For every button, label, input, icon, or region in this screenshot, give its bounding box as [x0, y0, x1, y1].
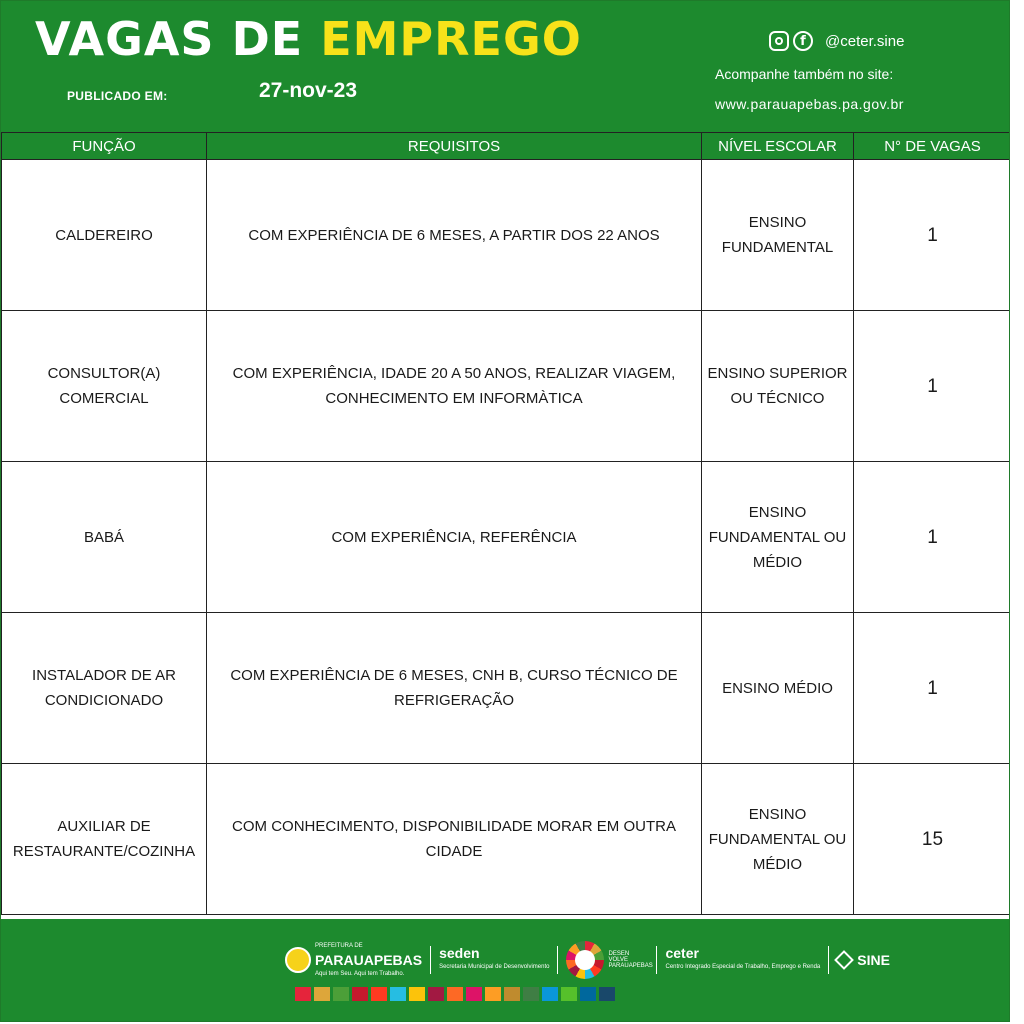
title-yellow-part: EMPREGO: [320, 12, 582, 66]
ods-goal-icon: [371, 987, 387, 1001]
cell-nivel-escolar-line: FUNDAMENTAL OU: [708, 830, 847, 848]
cell-funcao-line: RESTAURANTE/COZINHA: [12, 843, 196, 860]
cell-requisitos: [207, 311, 702, 462]
seden-subtitle: Secretaria Municipal de Desenvolvimento: [439, 964, 550, 970]
cell-requisitos: [207, 764, 702, 915]
cell-requisitos-line: COM EXPERIÊNCIA, REFERÊNCIA: [331, 528, 577, 546]
instagram-icon[interactable]: [769, 31, 789, 51]
cell-funcao: [2, 764, 207, 915]
follow-text: Acompanhe também no site:: [715, 66, 894, 82]
cell-requisitos-line: COM EXPERIÊNCIA DE 6 MESES, CNH B, CURSO TÉCNICO DE: [230, 667, 678, 684]
social-links: [769, 31, 904, 51]
cell-nivel-escolar-line: FUNDAMENTAL OU: [708, 528, 847, 546]
parauapebas-name: PARAUAPEBAS: [315, 952, 423, 968]
facebook-icon[interactable]: f: [793, 31, 813, 51]
title-white-part: VAGAS DE: [35, 12, 321, 66]
cell-funcao: [2, 311, 207, 462]
cell-vagas: 1: [854, 613, 1011, 764]
cell-requisitos-line: CIDADE: [425, 843, 483, 860]
parauapebas-small-text: PREFEITURA DE: [315, 943, 363, 949]
parauapebas-tagline: Aqui tem Seu. Aqui tem Trabalho.: [315, 971, 405, 977]
cell-funcao-line: INSTALADOR DE AR: [32, 667, 176, 684]
partner-logos: [285, 939, 890, 981]
ceter-subtitle: Centro Integrado Especial de Trabalho, Emprego e Renda: [665, 964, 821, 970]
page-title: [35, 9, 582, 69]
social-handle[interactable]: @ceter.sine: [825, 32, 905, 50]
seden-name: seden: [439, 945, 480, 961]
logo-divider: [656, 946, 657, 974]
ods-goal-icon: [523, 987, 539, 1001]
cell-funcao-line: CONSULTOR(A) COMERCIAL: [47, 365, 161, 407]
cell-nivel-escolar: [702, 613, 854, 764]
logo-divider: [430, 946, 431, 974]
cell-requisitos-line: COM EXPERIÊNCIA, IDADE 20 A 50 ANOS, REALIZAR VIAGEM,: [232, 365, 676, 382]
ceter-name: ceter: [665, 945, 699, 961]
table-row: [2, 764, 1011, 915]
cell-funcao: [2, 160, 207, 311]
cell-vagas: 1: [854, 160, 1011, 311]
published-date: 27-nov-23: [259, 79, 358, 102]
sine-logo: [837, 953, 890, 967]
cell-requisitos-line: COM EXPERIÊNCIA DE 6 MESES, A PARTIR DOS 22 ANOS: [248, 226, 660, 244]
cell-nivel-escolar-line: ENSINO MÉDIO: [722, 679, 833, 697]
ods-badge-text: DESEN VOLVE PARAUAPEBAS: [608, 951, 653, 969]
cell-vagas: 15: [854, 764, 1011, 915]
vacancies-table: [1, 132, 1010, 915]
ods-goal-icon: [447, 987, 463, 1001]
table-row: [2, 462, 1011, 613]
column-header-nivel: NÍVEL ESCOLAR: [702, 133, 854, 160]
ods-wheel-icon: [566, 941, 604, 979]
published-label: PUBLICADO EM:: [67, 89, 168, 103]
ods-goals-strip: [295, 987, 615, 1001]
ods-goal-icon: [314, 987, 330, 1001]
cell-nivel-escolar-line: OU TÉCNICO: [730, 390, 825, 407]
cell-requisitos: [207, 160, 702, 311]
cell-requisitos-line: REFRIGERAÇÃO: [393, 692, 514, 709]
cell-requisitos: [207, 462, 702, 613]
ods-goal-icon: [466, 987, 482, 1001]
column-header-vagas: N° DE VAGAS: [854, 133, 1011, 160]
ods-goal-icon: [580, 987, 596, 1001]
ods-goal-icon: [561, 987, 577, 1001]
sine-name: SINE: [857, 952, 890, 968]
ods-goal-icon: [599, 987, 615, 1001]
ceter-logo: [665, 946, 820, 974]
footer-banner: [1, 919, 1010, 1022]
table-row: [2, 613, 1011, 764]
table-row: [2, 311, 1011, 462]
cell-requisitos: [207, 613, 702, 764]
sine-icon: [834, 950, 854, 970]
cell-nivel-escolar: [702, 160, 854, 311]
cell-nivel-escolar-line: ENSINO: [748, 805, 807, 823]
cell-nivel-escolar-line: ENSINO: [748, 214, 807, 231]
cell-funcao: [2, 462, 207, 613]
ods-goal-icon: [485, 987, 501, 1001]
cell-nivel-escolar-line: ENSINO: [748, 503, 807, 521]
header-banner: [1, 1, 1010, 132]
cell-requisitos-line: COM CONHECIMENTO, DISPONIBILIDADE MORAR EM OUTRA: [232, 818, 676, 835]
table-header-row: [2, 133, 1011, 160]
column-header-funcao: FUNÇÃO: [2, 133, 207, 160]
ods-goal-icon: [409, 987, 425, 1001]
cell-nivel-escolar-line: ENSINO SUPERIOR: [707, 365, 848, 382]
cell-vagas: 1: [854, 462, 1011, 613]
table-row: [2, 160, 1011, 311]
logo-divider: [557, 946, 558, 974]
ods-goal-icon: [428, 987, 444, 1001]
cell-nivel-escolar-line: FUNDAMENTAL: [721, 239, 834, 256]
cell-funcao-line: CONDICIONADO: [44, 692, 164, 709]
seden-logo: [439, 946, 549, 974]
cell-funcao-line: CALDEREIRO: [55, 226, 153, 244]
column-header-requisitos: REQUISITOS: [207, 133, 702, 160]
ods-goal-icon: [295, 987, 311, 1001]
ods-goal-icon: [352, 987, 368, 1001]
logo-divider: [828, 946, 829, 974]
ods-goal-icon: [333, 987, 349, 1001]
cell-nivel-escolar: [702, 311, 854, 462]
cell-funcao-line: AUXILIAR DE: [57, 818, 151, 835]
ods-goal-icon: [504, 987, 520, 1001]
ods-goal-icon: [542, 987, 558, 1001]
cell-funcao-line: BABÁ: [83, 528, 125, 546]
table-body: [2, 160, 1011, 915]
cell-nivel-escolar: [702, 462, 854, 613]
cell-vagas: 1: [854, 311, 1011, 462]
cell-nivel-escolar: [702, 764, 854, 915]
cell-nivel-escolar-line: MÉDIO: [752, 553, 803, 571]
parauapebas-logo: [285, 939, 422, 981]
cell-nivel-escolar-line: MÉDIO: [752, 855, 803, 873]
ods-goal-icon: [390, 987, 406, 1001]
site-url[interactable]: www.parauapebas.pa.gov.br: [715, 96, 904, 112]
cell-funcao: [2, 613, 207, 764]
cell-requisitos-line: CONHECIMENTO EM INFORMÀTICA: [325, 390, 583, 407]
parauapebas-emblem-icon: [285, 947, 311, 973]
